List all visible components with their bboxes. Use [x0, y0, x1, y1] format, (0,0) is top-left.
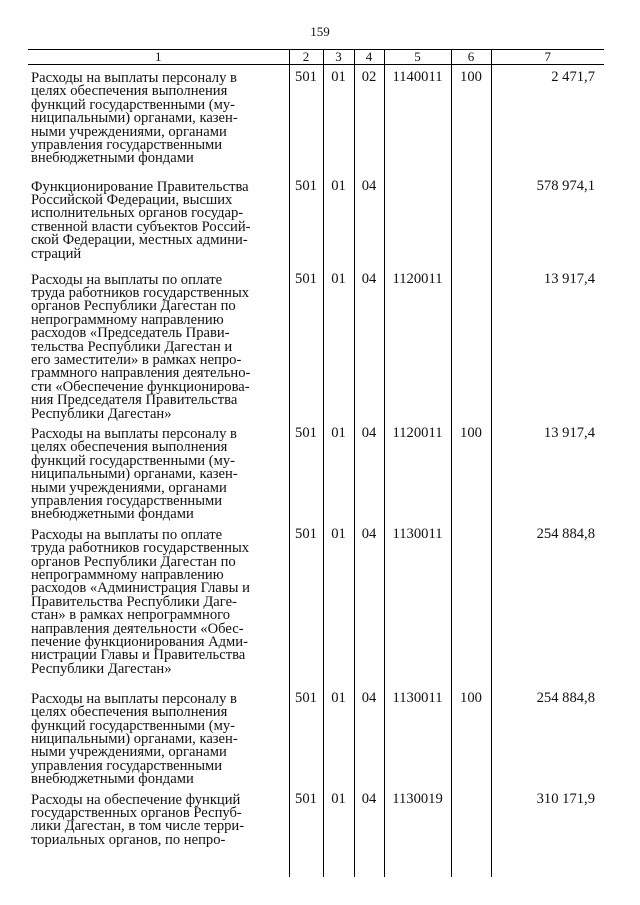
- amount-cell: 2 471,7: [491, 65, 604, 174]
- description-line: органов Республики Дагестан по: [31, 553, 236, 570]
- row-description: [28, 522, 289, 686]
- expense-type-code: 100: [451, 686, 491, 787]
- table-header-row: [28, 50, 604, 65]
- amount-cell: 254 884,8: [491, 522, 604, 686]
- description-line: Расходы на выплаты персоналу в: [31, 425, 237, 442]
- description-line: тельства Республики Дагестан и: [31, 338, 233, 355]
- row-description: [28, 686, 289, 787]
- description-line: Расходы на выплаты персоналу в: [31, 690, 237, 707]
- section-code: 501: [289, 522, 323, 686]
- amount-cell: 578 974,1: [491, 174, 604, 267]
- table-row: [28, 686, 604, 787]
- column-header: 5: [384, 50, 451, 65]
- description-line: труда работников государственных: [31, 540, 250, 557]
- description-line: ными учреждениями, органами: [31, 479, 227, 496]
- section-code: 501: [289, 787, 323, 877]
- column-header: 6: [451, 50, 491, 65]
- description-line: функций государственными (му-: [31, 452, 236, 469]
- column-header: 7: [491, 50, 604, 65]
- description-line: расходов «Председатель Прави-: [31, 325, 230, 342]
- description-line: печение функционирования Адми-: [31, 634, 248, 651]
- column-header: 1: [28, 50, 289, 65]
- expense-type-code: [451, 787, 491, 877]
- subsection-code: 01: [323, 421, 354, 522]
- description-line: Функционирование Правительства: [31, 178, 249, 195]
- row-description: [28, 65, 289, 174]
- description-line: внебюджетными фондами: [31, 150, 194, 167]
- description-line: лики Дагестан, в том числе терри-: [31, 818, 245, 835]
- table-row: [28, 65, 604, 174]
- section-code: 501: [289, 421, 323, 522]
- subsection-code-2: 04: [354, 421, 384, 522]
- table-row: [28, 267, 604, 421]
- description-line: Расходы на выплаты персоналу в: [31, 70, 237, 86]
- target-article-code: 1120011: [384, 421, 451, 522]
- description-line: государственных органов Респуб-: [31, 805, 242, 822]
- description-line: стан» в рамках непрограммного: [31, 607, 231, 624]
- description-line: управления государственными: [31, 493, 223, 509]
- subsection-code: 01: [323, 267, 354, 421]
- table-row: [28, 421, 604, 522]
- description-line: Правительства Республики Даге-: [31, 593, 237, 610]
- section-code: 501: [289, 65, 323, 174]
- target-article-code: 1130011: [384, 686, 451, 787]
- description-line: Республики Дагестан»: [31, 405, 172, 422]
- table-row: [28, 787, 604, 877]
- column-header: 4: [354, 50, 384, 65]
- description-line: его заместители» в рамках непро-: [31, 351, 242, 368]
- description-line: непрограммному направлению: [31, 311, 224, 328]
- amount-cell: 310 171,9: [491, 787, 604, 877]
- description-line: управления государственными: [31, 757, 223, 774]
- expense-type-code: [451, 522, 491, 686]
- budget-table: [28, 49, 604, 877]
- description-line: исполнительных органов государ-: [31, 205, 244, 222]
- description-line: ственной власти субъектов Россий-: [31, 218, 251, 235]
- description-line: ториальных органов, по непро-: [31, 831, 226, 848]
- target-article-code: 1130011: [384, 522, 451, 686]
- subsection-code: 01: [323, 686, 354, 787]
- column-header: 3: [323, 50, 354, 65]
- page-number: 159: [310, 24, 330, 39]
- expense-type-code: 100: [451, 65, 491, 174]
- row-description: [28, 174, 289, 267]
- description-line: целях обеспечения выполнения: [31, 704, 228, 721]
- description-line: непрограммному направлению: [31, 567, 224, 584]
- description-line: труда работников государственных: [31, 284, 250, 301]
- subsection-code-2: 04: [354, 787, 384, 877]
- description-line: направления деятельности «Обес-: [31, 620, 244, 637]
- table-row: [28, 522, 604, 686]
- expense-type-code: 100: [451, 421, 491, 522]
- description-line: ными учреждениями, органами: [31, 744, 227, 761]
- amount-cell: 13 917,4: [491, 421, 604, 522]
- description-line: расходов «Администрация Главы и: [31, 580, 250, 597]
- section-code: 501: [289, 267, 323, 421]
- target-article-code: 1120011: [384, 267, 451, 421]
- description-line: управления государственными: [31, 137, 223, 154]
- subsection-code-2: 04: [354, 267, 384, 421]
- description-line: внебюджетными фондами: [31, 771, 194, 788]
- description-line: Расходы на выплаты по оплате: [31, 526, 223, 543]
- subsection-code-2: 04: [354, 686, 384, 787]
- target-article-code: 1140011: [384, 65, 451, 174]
- description-line: функций государственными (му-: [31, 96, 236, 113]
- section-code: 501: [289, 174, 323, 267]
- description-line: страций: [31, 245, 82, 262]
- expense-type-code: [451, 267, 491, 421]
- target-article-code: [384, 174, 451, 267]
- description-line: ниципальными) органами, казен-: [31, 110, 238, 127]
- description-line: нистрации Главы и Правительства: [31, 647, 246, 664]
- column-header: 2: [289, 50, 323, 65]
- subsection-code: 01: [323, 174, 354, 267]
- description-line: ниципальными) органами, казен-: [31, 731, 238, 748]
- row-description: [28, 267, 289, 421]
- row-description: [28, 787, 289, 877]
- table-row: [28, 174, 604, 267]
- description-line: ния Председателя Правительства: [31, 392, 238, 409]
- subsection-code-2: 02: [354, 65, 384, 174]
- description-line: Расходы на выплаты по оплате: [31, 271, 223, 288]
- target-article-code: 1130019: [384, 787, 451, 877]
- expense-type-code: [451, 174, 491, 267]
- amount-cell: 13 917,4: [491, 267, 604, 421]
- subsection-code: 01: [323, 65, 354, 174]
- row-description: [28, 421, 289, 522]
- description-line: сти «Обеспечение функционирова-: [31, 378, 250, 395]
- subsection-code-2: 04: [354, 174, 384, 267]
- description-line: Республики Дагестан»: [31, 660, 172, 677]
- subsection-code-2: 04: [354, 522, 384, 686]
- subsection-code: 01: [323, 787, 354, 877]
- description-line: ской Федерации, местных админи-: [31, 232, 248, 249]
- amount-cell: 254 884,8: [491, 686, 604, 787]
- section-code: 501: [289, 686, 323, 787]
- description-line: ниципальными) органами, казен-: [31, 466, 238, 483]
- description-line: ными учреждениями, органами: [31, 123, 227, 140]
- description-line: функций государственными (му-: [31, 717, 236, 734]
- description-line: целях обеспечения выполнения: [31, 83, 228, 100]
- description-line: внебюджетными фондами: [31, 506, 194, 523]
- description-line: граммного направления деятельно-: [31, 365, 251, 382]
- description-line: Расходы на обеспечение функций: [31, 791, 241, 808]
- subsection-code: 01: [323, 522, 354, 686]
- description-line: Российской Федерации, высших: [31, 191, 233, 208]
- description-line: органов Республики Дагестан по: [31, 298, 236, 315]
- description-line: целях обеспечения выполнения: [31, 439, 228, 456]
